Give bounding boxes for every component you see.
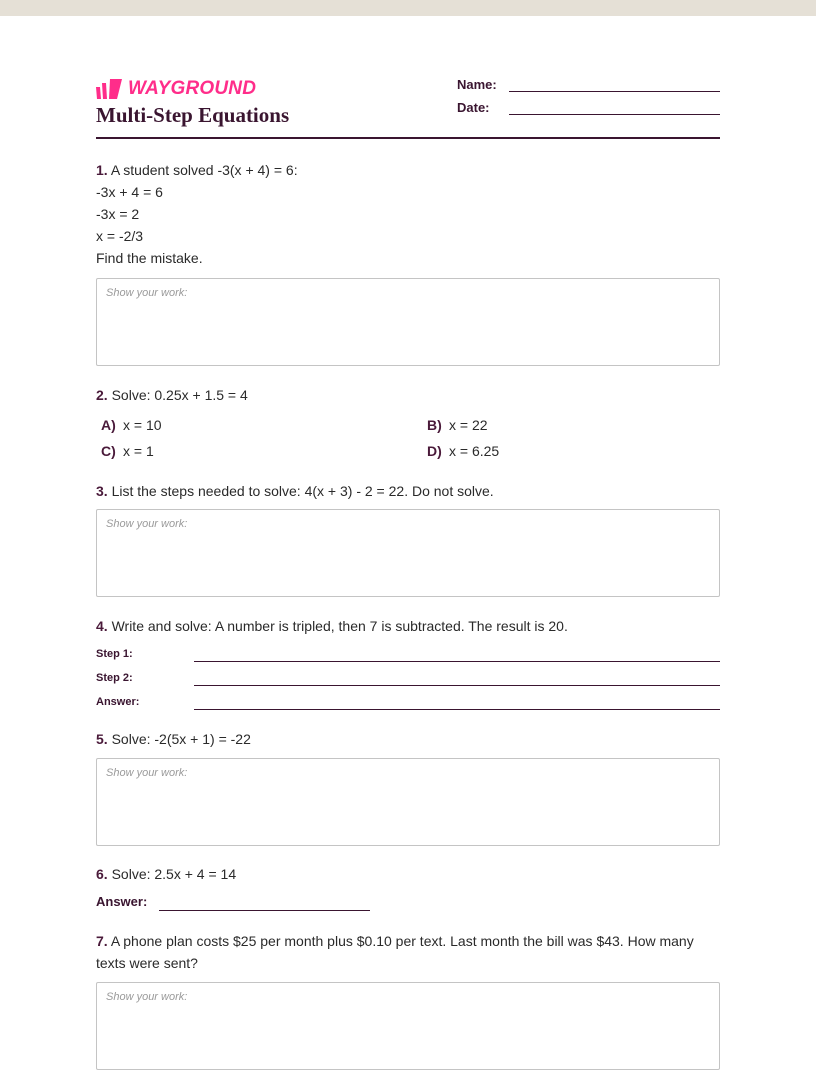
option-letter: C) [101,443,116,459]
question-number: 1. [96,162,108,178]
option-text: x = 6.25 [449,443,500,459]
work-box-3[interactable] [96,509,720,597]
question-number: 3. [96,483,108,499]
step-2-line[interactable] [194,674,720,686]
brand-name: WAYGROUND [128,78,257,99]
question-7 [96,930,720,974]
work-placeholder: Show your work: [106,991,188,1003]
question-number: 4. [96,618,108,634]
work-placeholder: Show your work: [106,767,188,779]
step-1-line[interactable] [194,650,720,662]
question-2 [96,384,720,406]
question-text: Solve: 0.25x + 1.5 = 4 [111,387,248,403]
worksheet-title: Multi-Step Equations [96,103,290,127]
header-divider [96,137,720,139]
answer-label: Answer: [96,894,148,909]
step-2-label: Step 2: [96,672,133,684]
name-field-row [457,77,720,92]
date-field-row [457,100,720,115]
question-5 [96,728,720,750]
option-letter: A) [101,417,116,433]
option-c[interactable] [101,441,154,461]
question-prompt: Find the mistake. [96,250,203,266]
solution-line: -3x + 4 = 6 [96,184,163,200]
question-text: Solve: -2(5x + 1) = -22 [111,731,251,747]
work-placeholder: Show your work: [106,287,188,299]
work-box-1[interactable] [96,278,720,366]
question-3 [96,480,720,502]
question-6 [96,863,720,885]
question-number: 6. [96,866,108,882]
work-placeholder: Show your work: [106,518,188,530]
question-text: Solve: 2.5x + 4 = 14 [111,866,237,882]
work-box-7[interactable] [96,982,720,1070]
option-letter: D) [427,443,442,459]
option-text: x = 22 [449,417,488,433]
name-label: Name: [457,77,497,92]
date-input-line[interactable] [509,100,720,115]
brand-logo [96,78,256,100]
option-text: x = 1 [123,443,154,459]
answer-line[interactable] [159,898,370,911]
work-box-5[interactable] [96,758,720,846]
option-d[interactable] [427,441,499,461]
question-number: 2. [96,387,108,403]
solution-line: -3x = 2 [96,206,140,222]
step-1-label: Step 1: [96,648,133,660]
question-text: A phone plan costs $25 per month plus $0.10 per text. Last month the bill was $43. How many texts were sent? [96,933,694,971]
answer-line[interactable] [194,698,720,710]
solution-line: x = -2/3 [96,228,144,244]
option-text: x = 10 [123,417,162,433]
question-text: Write and solve: A number is tripled, then 7 is subtracted. The result is 20. [111,618,568,634]
page-top-bar [0,0,816,16]
question-text: A student solved -3(x + 4) = 6: [110,162,298,178]
answer-label: Answer: [96,696,140,708]
wayground-logo-icon [96,79,122,99]
option-letter: B) [427,417,442,433]
question-number: 5. [96,731,108,747]
option-a[interactable] [101,415,162,435]
option-b[interactable] [427,415,488,435]
question-1 [96,159,720,269]
name-input-line[interactable] [509,77,720,92]
question-4 [96,615,720,637]
question-number: 7. [96,933,108,949]
question-text: List the steps needed to solve: 4(x + 3) - 2 = 22. Do not solve. [111,483,494,499]
date-label: Date: [457,100,490,115]
